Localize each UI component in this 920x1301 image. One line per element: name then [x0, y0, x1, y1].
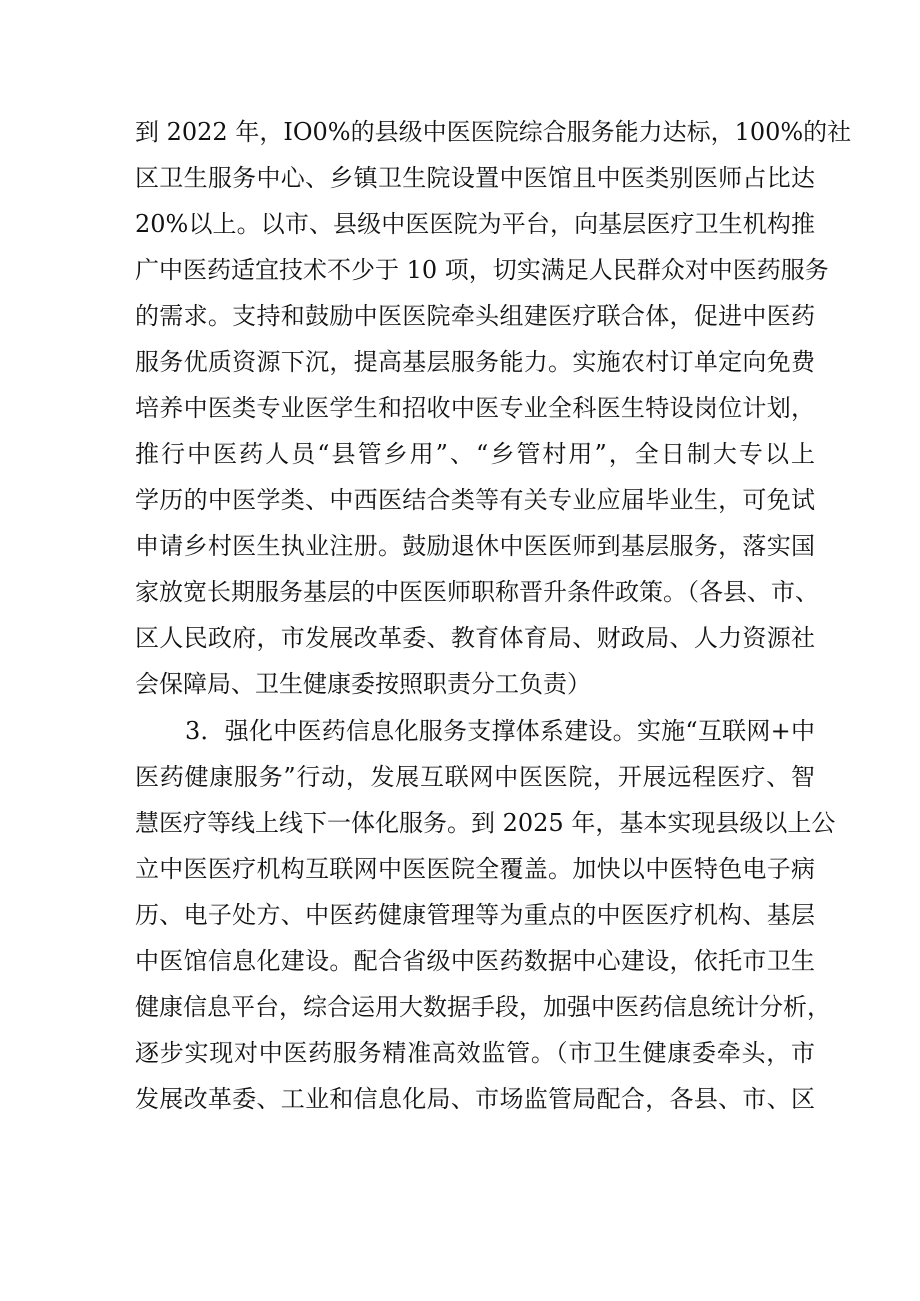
text-line: 广中医药适宜技术不少于 10 项，切实满足人民群众对中医药服务	[135, 256, 829, 284]
text-line: 到 2022 年，IO0%的县级中医医院综合服务能力达标，100%的社	[135, 118, 852, 146]
text-line: 家放宽长期服务基层的中医医师职称晋升条件政策。（各县、市、	[135, 578, 819, 606]
text-line: 慧医疗等线上线下一体化服务。到 2025 年，基本实现县级以上公	[135, 809, 836, 837]
text-line: 历、电子处方、中医药健康管理等为重点的中医医疗机构、基层	[135, 901, 815, 929]
text-line: 申请乡村医生执业注册。鼓励退休中医医师到基层服务，落实国	[135, 532, 815, 560]
text-line: 中医馆信息化建设。配合省级中医药数据中心建设，依托市卫生	[135, 947, 815, 975]
text-line: 健康信息平台，综合运用大数据手段，加强中医药信息统计分析，	[135, 993, 831, 1021]
text-line: 培养中医类专业医学生和招收中医专业全科医生特设岗位计划，	[135, 394, 815, 422]
text-line: 服务优质资源下沉，提高基层服务能力。实施农村订单定向免费	[135, 348, 815, 376]
text-line: 立中医医疗机构互联网中医医院全覆盖。加快以中医特色电子病	[135, 855, 815, 883]
text-line: 区人民政府，市发展改革委、教育体育局、财政局、人力资源社	[135, 624, 815, 652]
text-line: 发展改革委、工业和信息化局、市场监管局配合，各县、市、区	[135, 1085, 815, 1113]
text-line: 医药健康服务”行动，发展互联网中医医院，开展远程医疗、智	[135, 763, 815, 791]
text-line: 的需求。支持和鼓励中医医院牵头组建医疗联合体，促进中医药	[135, 302, 815, 330]
text-line: 20%以上。以市、县级中医医院为平台，向基层医疗卫生机构推	[135, 210, 815, 238]
text-line: 推行中医药人员“县管乡用”、“乡管村用”，全日制大专以上	[135, 440, 815, 468]
section-heading-line: 3．强化中医药信息化服务支撑体系建设。实施“互联网+中	[185, 717, 815, 745]
text-line: 会保障局、卫生健康委按照职责分工负责）	[135, 670, 591, 698]
text-line: 逐步实现对中医药服务精准高效监管。（市卫生健康委牵头，市	[135, 1039, 815, 1067]
text-line: 区卫生服务中心、乡镇卫生院设置中医馆且中医类别医师占比达	[135, 164, 815, 192]
text-line: 学历的中医学类、中西医结合类等有关专业应届毕业生，可免试	[135, 486, 815, 514]
